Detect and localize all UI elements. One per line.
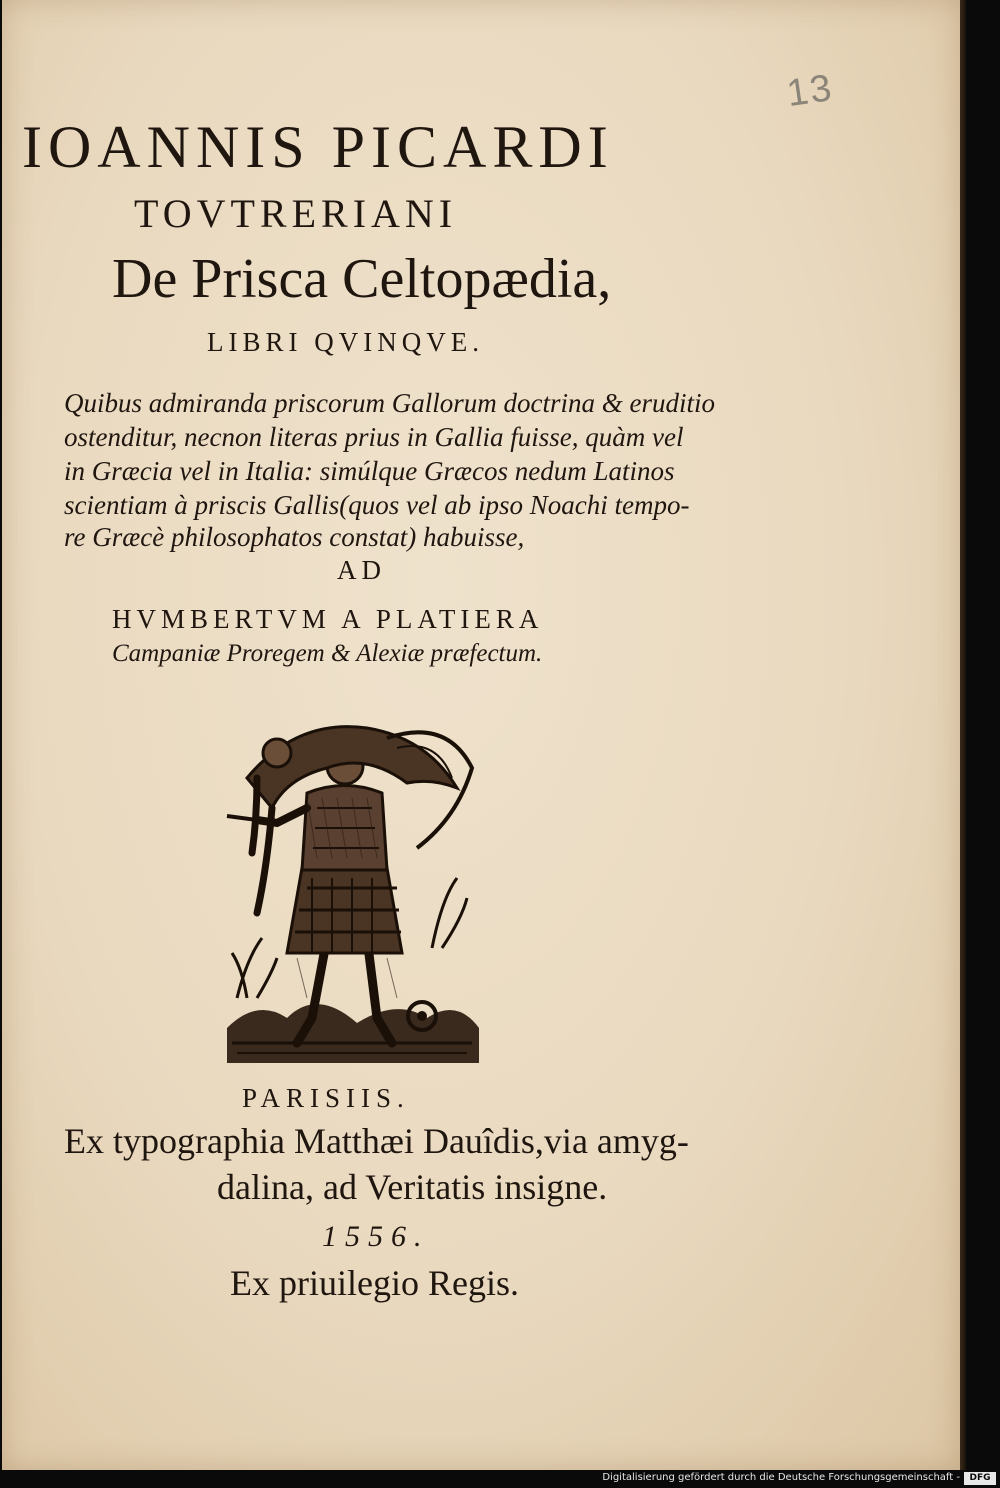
imprint-line: Ex typographia Matthæi Dauîdis,via amyg- [64,1121,689,1161]
dedicatee-name: HVMBERTVM A PLATIERA [112,604,544,634]
author-origin-line: TOVTRERIANI [134,191,458,236]
woodcut-illustration-icon [217,698,487,1068]
description-line: scientiam à priscis Gallis(quos vel ab ipso Noachi tempo- [64,490,690,520]
page-edge [960,0,966,1470]
author-name-line: IOANNIS PICARDI [22,114,614,180]
title-page [2,0,960,1470]
royal-privilege: Ex priuilegio Regis. [230,1263,519,1303]
funding-notice: Digitalisierung gefördert durch die Deutsche Forschungsgemeinschaft - [602,1472,960,1483]
book-subtitle: LIBRI QVINQVE. [207,327,484,357]
imprint-line: dalina, ad Veritatis insigne. [217,1167,608,1207]
description-line: in Græcia vel in Italia: simúlque Græcos nedum Latinos [64,456,675,486]
handwritten-shelfmark: 13 [784,66,836,116]
description-line: re Græcè philosophatos constat) habuisse, [64,522,525,552]
publication-year: 1556. [322,1220,430,1253]
funding-footer [0,1470,1000,1488]
dedication-ad: AD [337,555,386,585]
book-title: De Prisca Celtopædia, [112,248,612,310]
description-line: ostenditur, necnon literas prius in Gallia fuisse, quàm vel [64,422,684,452]
dedicatee-title: Campaniæ Proregem & Alexiæ præfectum. [112,640,543,667]
place-of-publication: PARISIIS. [242,1083,410,1113]
dfg-logo-icon: DFG [964,1472,996,1485]
description-line: Quibus admiranda priscorum Gallorum doctrina & eruditio [64,388,716,418]
